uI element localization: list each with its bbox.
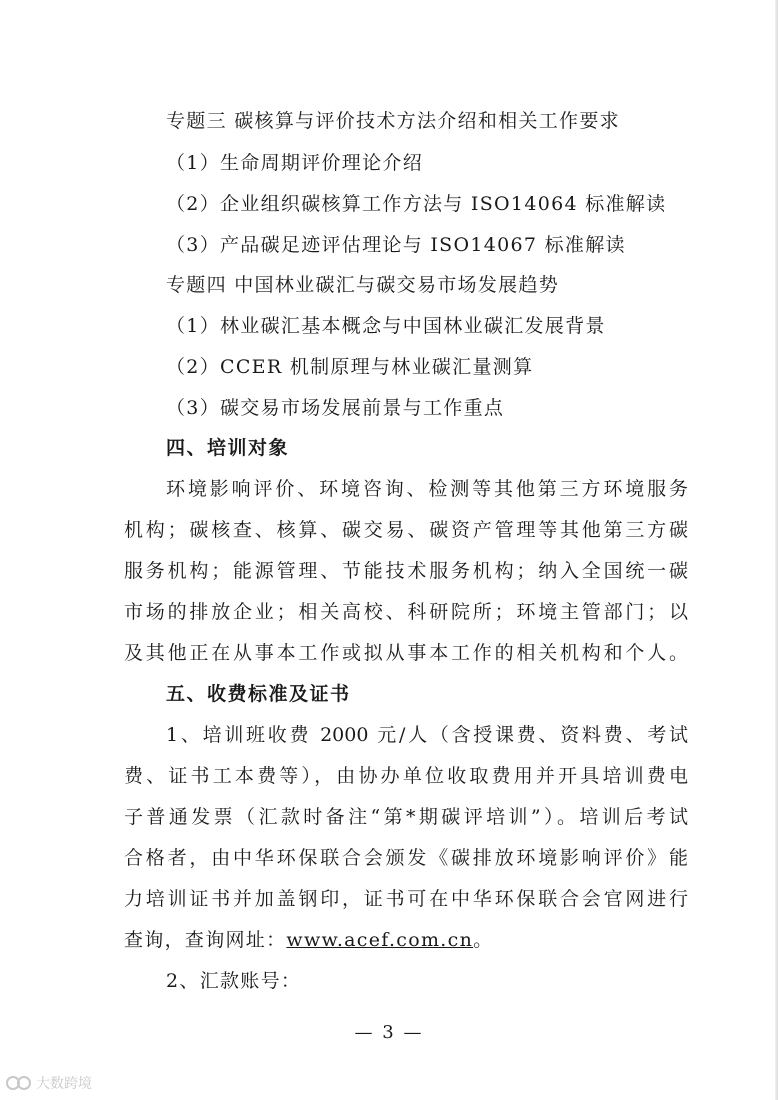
section-four-paragraph-line: 机构；碳核查、核算、碳交易、碳资产管理等其他第三方碳	[124, 519, 688, 541]
query-label: 查询，查询网址：	[124, 929, 287, 951]
section-four-heading: 四、培训对象	[166, 437, 290, 459]
watermark	[6, 1073, 92, 1093]
topic-three-item-1: （1）生命周期评价理论介绍	[166, 152, 423, 174]
section-five-paragraph-line: 力培训证书并加盖钢印，证书可在中华环保联合会官网进行	[124, 888, 688, 910]
page-number: — 3 —	[354, 1022, 424, 1043]
topic-four-item-1: （1）林业碳汇基本概念与中国林业碳汇发展背景	[166, 315, 606, 337]
topic-three-item-2: （2）企业组织碳核算工作方法与 ISO14064 标准解读	[166, 193, 667, 215]
remittance-account-label: 2、汇款账号：	[166, 970, 302, 992]
topic-four-heading: 专题四 中国林业碳汇与碳交易市场发展趋势	[166, 274, 560, 296]
watermark-logo-icon	[6, 1075, 32, 1091]
section-five-heading: 五、收费标准及证书	[166, 683, 351, 705]
topic-four-item-2: （2）CCER 机制原理与林业碳汇量测算	[166, 356, 534, 378]
section-four-paragraph-line: 市场的排放企业；相关高校、科研院所；环境主管部门；以	[124, 601, 688, 623]
topic-three-heading: 专题三 碳核算与评价技术方法介绍和相关工作要求	[166, 110, 620, 132]
section-four-paragraph-line: 及其他正在从事本工作或拟从事本工作的相关机构和个人。	[124, 642, 688, 664]
topic-three-item-3: （3）产品碳足迹评估理论与 ISO14067 标准解读	[166, 234, 626, 256]
section-four-paragraph-line: 环境影响评价、环境咨询、检测等其他第三方环境服务	[166, 478, 688, 500]
section-five-paragraph-line: 费、证书工本费等），由协办单位收取费用并开具培训费电	[124, 765, 688, 787]
section-five-paragraph-line: 1、培训班收费 2000 元/人（含授课费、资料费、考试	[166, 724, 688, 746]
section-five-paragraph-line: 合格者，由中华环保联合会颁发《碳排放环境影响评价》能	[124, 847, 688, 869]
section-five-paragraph-line: 子普通发票（汇款时备注“第*期碳评培训”）。培训后考试	[124, 806, 688, 828]
acef-website-link[interactable]: www.acef.com.cn	[286, 929, 474, 951]
section-five-last-line	[124, 927, 493, 953]
topic-four-item-3: （3）碳交易市场发展前景与工作重点	[166, 397, 505, 419]
watermark-text: 大数跨境	[36, 1076, 92, 1092]
section-four-paragraph-line: 服务机构；能源管理、节能技术服务机构；纳入全国统一碳	[124, 560, 688, 582]
sentence-end: 。	[473, 929, 494, 951]
